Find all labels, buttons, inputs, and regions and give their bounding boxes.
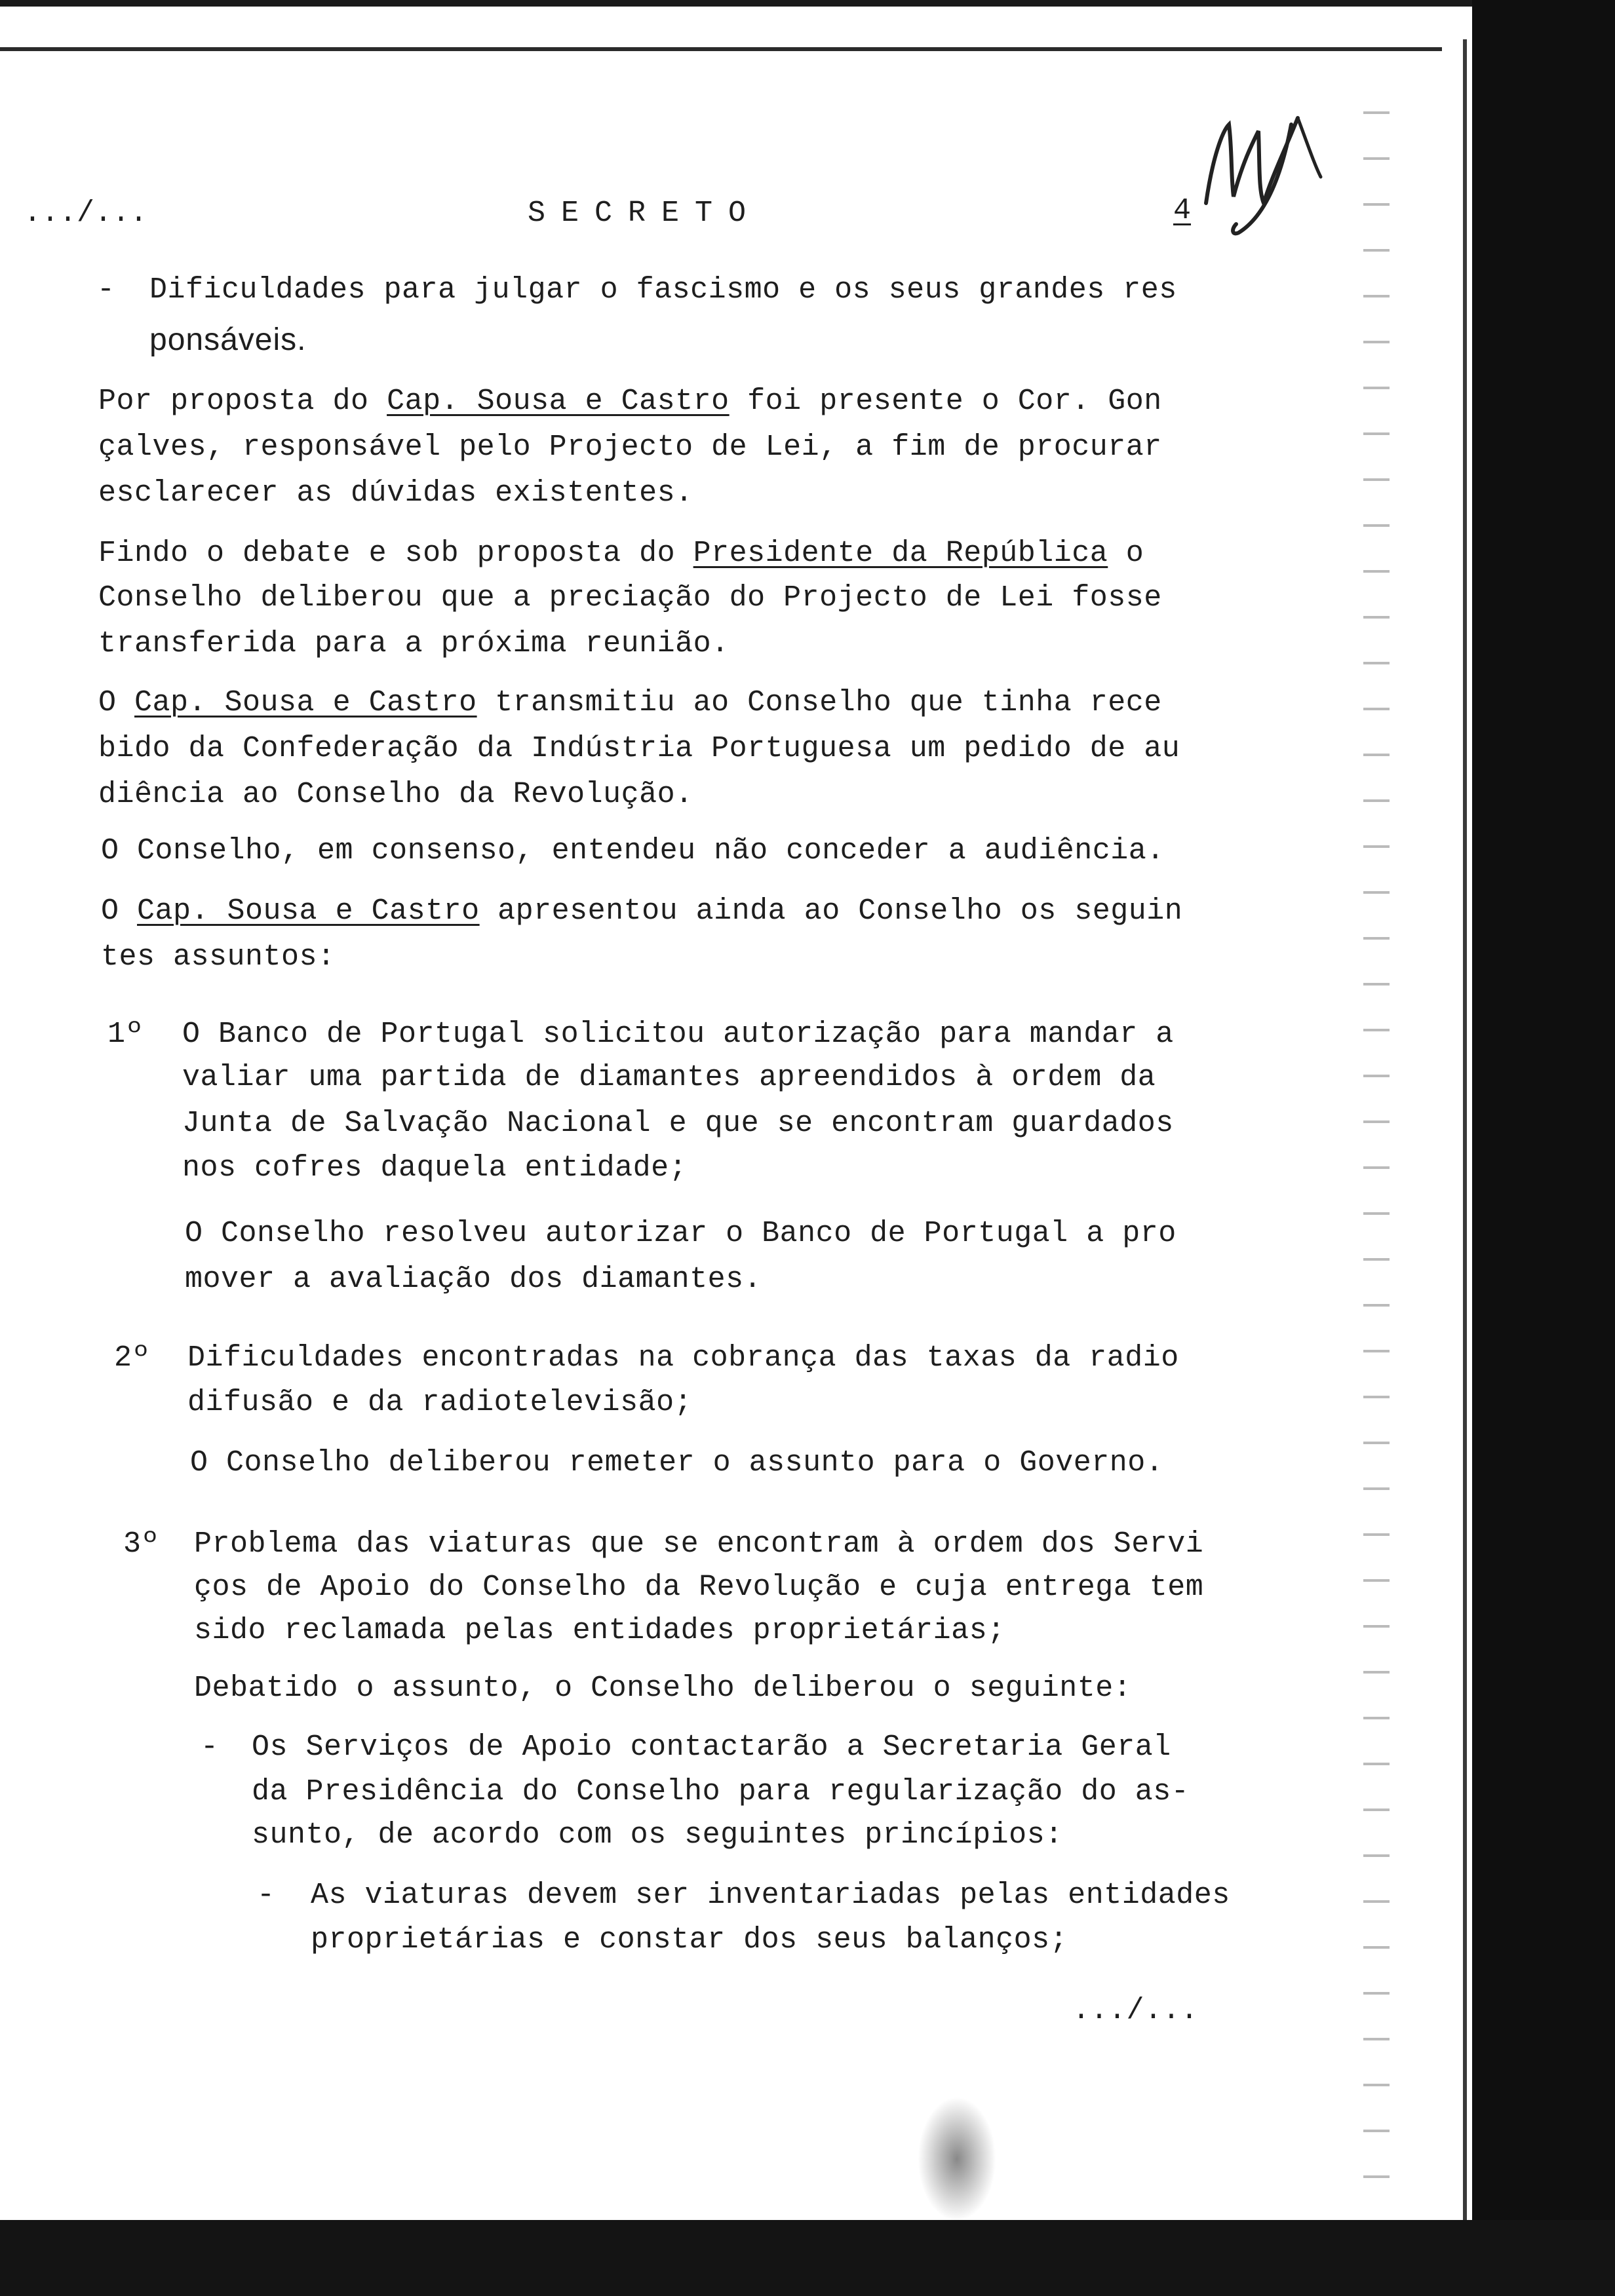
para-1-line-2: çalves, responsável pelo Projecto de Lei, a fim de procurar	[98, 430, 1162, 464]
para-2-text-after: o	[1108, 537, 1144, 570]
item-3-line-4: Debatido o assunto, o Conselho deliberou o seguinte:	[194, 1672, 1132, 1705]
item-1-line-3: Junta de Salvação Nacional e que se encontram guardados	[182, 1107, 1174, 1140]
item-3-sub-1-bullet: -	[201, 1731, 219, 1764]
handwritten-initials	[1193, 105, 1324, 242]
para-3-line-2: bido da Confederação da Indústria Portuguesa um pedido de au	[98, 732, 1180, 765]
item-1-decision-1: O Conselho resolveu autorizar o Banco de Portugal a pro	[185, 1217, 1177, 1250]
item-1-line-2: valiar uma partida de diamantes apreendidos à ordem da	[182, 1061, 1156, 1094]
scan-right-rule	[1463, 39, 1467, 2221]
item-3-line-2: ços de Apoio do Conselho da Revolução e cuja entrega tem	[194, 1571, 1204, 1604]
item-3-sub-1-line-1: Os Serviços de Apoio contactarão a Secretaria Geral	[252, 1731, 1171, 1764]
para-3-line-1	[98, 685, 1162, 721]
para-2-text: Findo o debate e sob proposta do	[98, 537, 693, 570]
scan-margin-noise	[1363, 92, 1390, 2189]
para-5-line-1	[101, 894, 1182, 929]
item-2-line-2: difusão e da radiotelevisão;	[187, 1386, 693, 1419]
para-4-line-1: O Conselho, em consenso, entendeu não conceder a audiência.	[101, 834, 1165, 868]
para-2-line-2: Conselho deliberou que a preciação do Projecto de Lei fosse	[98, 581, 1162, 615]
item-2-line-1: Dificuldades encontradas na cobrança das taxas da radio	[187, 1341, 1179, 1375]
scan-top-edge	[0, 0, 1615, 7]
para-1-text: Por proposta do	[98, 385, 387, 418]
para-2-line-1	[98, 536, 1144, 571]
item-3-sub-2-line-1: As viaturas devem ser inventariadas pelas entidades	[311, 1879, 1230, 1912]
item-3-number: 3º	[123, 1527, 160, 1561]
item-3-sub-1-line-2: da Presidência do Conselho para regularização do as-	[252, 1775, 1190, 1808]
para-5-text-after: apresentou ainda ao Conselho os seguin	[479, 894, 1183, 928]
para-1-line-1	[98, 384, 1162, 419]
scan-bottom-edge	[0, 2220, 1615, 2296]
page-number: 4	[1173, 194, 1192, 227]
item-1-line-1: O Banco de Portugal solicitou autorização para mandar a	[182, 1018, 1174, 1051]
footer-continuation: .../...	[1072, 1994, 1199, 2027]
item-1-decision-2: mover a avaliação dos diamantes.	[185, 1263, 762, 1296]
item-1-line-4: nos cofres daquela entidade;	[182, 1151, 688, 1185]
item-a-line-1: Dificuldades para julgar o fascismo e os seus grandes res	[149, 273, 1177, 307]
classification-label: SECRETO	[528, 197, 762, 230]
para-1-text-after: foi presente o Cor. Gon	[729, 385, 1162, 418]
scan-right-edge	[1472, 0, 1615, 2296]
para-1-name: Cap. Sousa e Castro	[387, 385, 730, 418]
para-2-name: Presidente da República	[693, 537, 1108, 570]
item-3-line-1: Problema das viaturas que se encontram à ordem dos Servi	[194, 1527, 1204, 1561]
item-3-sub-2-line-2: proprietárias e constar dos seus balanços;	[311, 1923, 1068, 1957]
para-3-line-3: diência ao Conselho da Revolução.	[98, 778, 693, 811]
item-1-number: 1º	[107, 1018, 144, 1051]
para-5-line-2: tes assuntos:	[101, 940, 336, 974]
item-a-bullet: -	[97, 273, 115, 307]
para-5-name: Cap. Sousa e Castro	[137, 894, 480, 928]
item-2-decision-1: O Conselho deliberou remeter o assunto para o Governo.	[190, 1446, 1164, 1480]
scan-smudge	[918, 2097, 996, 2221]
item-3-sub-2-bullet: -	[257, 1879, 275, 1912]
item-a-line-2: ponsáveis.	[149, 322, 307, 357]
para-3-name: Cap. Sousa e Castro	[134, 686, 477, 719]
item-2-number: 2º	[114, 1341, 151, 1375]
para-5-text: O	[101, 894, 138, 928]
scan-top-line	[0, 47, 1442, 51]
item-3-line-3: sido reclamada pelas entidades proprietárias;	[194, 1614, 1005, 1647]
header-continuation: .../...	[24, 197, 148, 230]
para-3-text-after: transmitiu ao Conselho que tinha rece	[477, 686, 1162, 719]
para-2-line-3: transferida para a próxima reunião.	[98, 627, 730, 660]
item-3-sub-1-line-3: sunto, de acordo com os seguintes princípios:	[252, 1818, 1063, 1852]
para-3-text: O	[98, 686, 135, 719]
para-1-line-3: esclarecer as dúvidas existentes.	[98, 476, 693, 510]
